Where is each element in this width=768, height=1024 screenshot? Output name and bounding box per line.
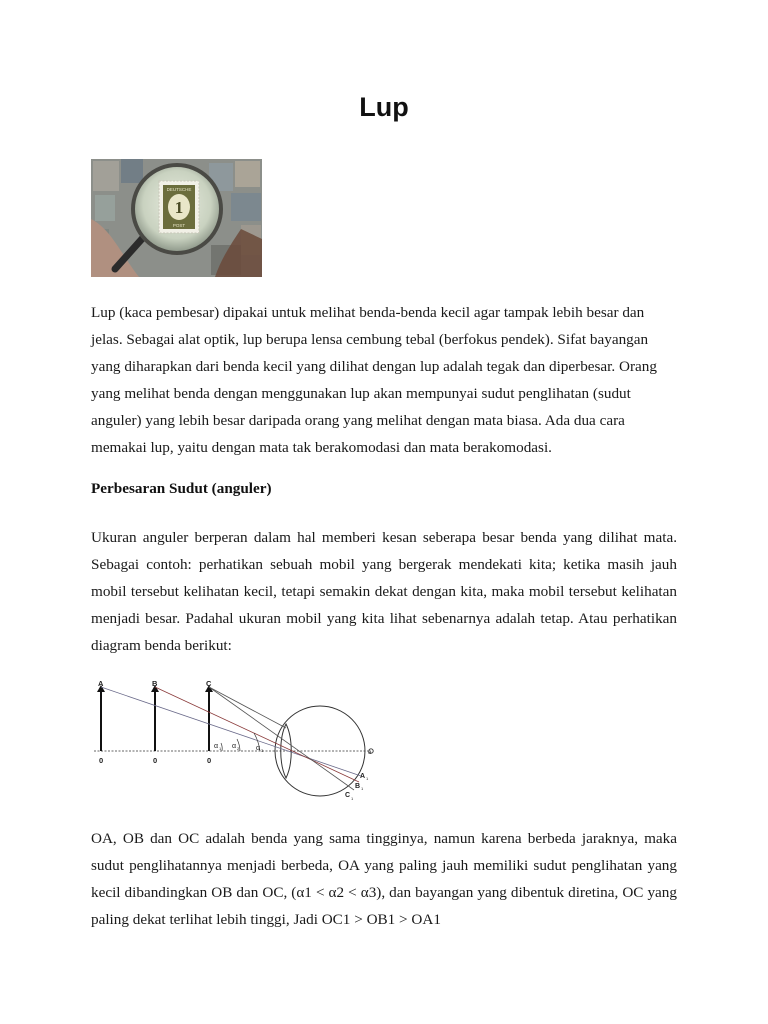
- label-c: C: [206, 679, 212, 688]
- intro-paragraph: Lup (kaca pembesar) dipakai untuk melihat benda-benda kecil agar tampak lebih besar dan jelas. Sebagai alat optik, lup berupa lensa cembung tebal (berfokus pendek). Sifat bayangan yang diharapkan dari benda kecil yang dilihat dengan lup adalah tegak dan diperbesar. Orang yang melihat benda dengan menggunakan lup akan mempunyai sudut penglihatan (sudut anguler) yang lebih besar daripada orang yang melihat dengan mata biasa. Ada dua cara memakai lup, yaitu dengan mata tak berakomodasi dan mata berakomodasi.: [91, 304, 657, 456]
- alpha-2-sub: 2: [237, 746, 240, 751]
- image-b: B: [355, 783, 361, 790]
- image-a-sub: 1: [366, 776, 369, 781]
- ray-a: [101, 687, 361, 776]
- label-o-b: 0: [153, 756, 158, 765]
- alpha-1-sub: 1: [219, 746, 222, 751]
- angular-paragraph: Ukuran anguler berperan dalam hal memberi kesan seberapa besar benda yang dilihat mata. Sebagai contoh: perhatikan sebuah mobil yang bergerak mendekati kita; ketika masih jauh mobil tersebut kelihatan kecil, tetapi semakin dekat dengan kita, maka mobil tersebut kelihatan menjadi besar. Padahal ukuran mobil yang kita lihat sebenarnya adalah tetap. Atau perhatikan diagram benda berikut:: [91, 529, 677, 654]
- alpha-3-sub: 3: [261, 748, 264, 753]
- stamp-number: 1: [174, 198, 184, 217]
- ray-b: [155, 687, 359, 782]
- label-o-c: 0: [207, 756, 212, 765]
- comparison-paragraph: OA, OB dan OC adalah benda yang sama tingginya, namun karena berbeda jaraknya, maka sudut penglihatannya menjadi berbeda, OA yang paling jauh memiliki sudut penglihatan yang kecil dibandingkan OB dan OC, (α1 < α2 < α3), dan bayangan yang dibentuk diretina, OC yang paling dekat terlihat lebih tinggi, Jadi OC1 > OB1 > OA1: [91, 830, 677, 928]
- image-c: C: [345, 792, 351, 799]
- magnifying-glass-photo: [91, 159, 262, 277]
- label-b: B: [152, 679, 158, 688]
- alpha-1: α: [214, 743, 219, 750]
- object-b: [151, 685, 159, 751]
- stamp-text-bottom: POST: [172, 223, 186, 228]
- label-a: A: [98, 679, 104, 688]
- page-title: Lup: [359, 92, 409, 122]
- label-o-a: 0: [99, 756, 104, 765]
- alpha-2: α: [232, 743, 237, 750]
- object-a: [97, 685, 105, 751]
- magnifier-illustration: [91, 159, 262, 277]
- alpha-3: α: [256, 745, 261, 752]
- image-c-sub: 1: [351, 796, 354, 801]
- eye-lens: [281, 724, 292, 778]
- angular-size-diagram: [90, 676, 390, 804]
- image-b-sub: 1: [361, 786, 364, 791]
- stamp-text-top: DEUTSCHE: [166, 187, 192, 192]
- object-c: [205, 685, 213, 751]
- stamp-icon: [159, 181, 199, 233]
- image-a: A: [360, 773, 366, 780]
- section-heading: Perbesaran Sudut (anguler): [91, 480, 272, 497]
- label-eye-o: o: [368, 750, 372, 756]
